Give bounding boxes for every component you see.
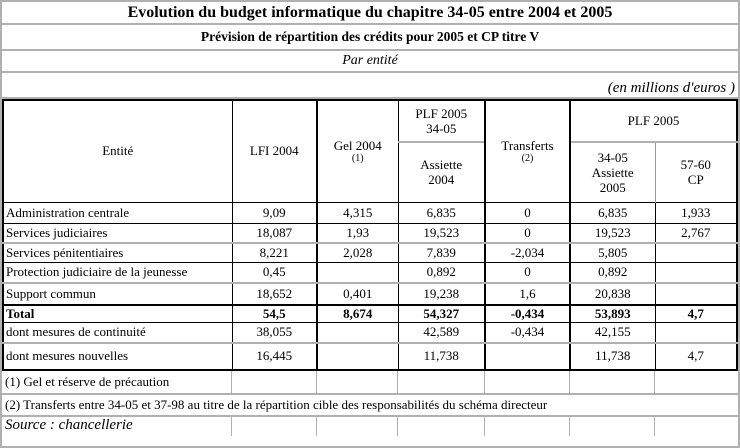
cell-assiette-2004: 7,839 xyxy=(398,243,485,262)
plf2005-3405-line2: 34-05 xyxy=(426,121,457,136)
cell-cp: 1,933 xyxy=(655,202,737,223)
source-note: Source : chancellerie xyxy=(5,416,133,433)
col-header-gel-2004 xyxy=(317,100,398,202)
table-row-total xyxy=(3,305,737,323)
cell-lfi: 18,087 xyxy=(232,223,317,243)
col-header-entity: Entité xyxy=(102,143,134,159)
footnote-grid-cell xyxy=(231,371,316,393)
col-header-assiette-2005 xyxy=(570,142,655,202)
cell-assiette-2005: 0,892 xyxy=(570,262,655,283)
cell-assiette-2005: 5,805 xyxy=(570,243,655,262)
assiette-2005-line2: Assiette xyxy=(591,164,634,180)
table-row-mesures-nouvelles xyxy=(3,343,737,370)
assiette-2004-line2: 2004 xyxy=(428,172,455,188)
cell-lfi: 18,652 xyxy=(232,283,317,305)
cell-assiette-2005: 53,893 xyxy=(570,305,655,323)
cell-assiette-2005: 19,523 xyxy=(570,223,655,243)
row-label: dont mesures de continuité xyxy=(3,323,232,343)
page-title: Evolution du budget informatique du chapitre 34-05 entre 2004 et 2005 xyxy=(2,2,738,25)
cell-assiette-2004: 0,892 xyxy=(398,262,485,283)
footnote-grid-cell xyxy=(569,417,654,436)
row-label: Administration centrale xyxy=(3,202,232,223)
cell-assiette-2004: 54,327 xyxy=(398,305,485,323)
cell-cp: 4,7 xyxy=(655,305,737,323)
cp-line1: 57-60 xyxy=(680,157,711,173)
cell-transferts: 0 xyxy=(485,223,570,243)
cell-cp xyxy=(655,323,737,343)
row-label: Protection judiciaire de la jeunesse xyxy=(3,262,232,283)
cell-assiette-2005: 20,838 xyxy=(570,283,655,305)
cell-lfi: 16,445 xyxy=(232,343,317,370)
col-header-57-60-cp xyxy=(655,142,737,202)
footnote-grid-cell xyxy=(316,417,397,436)
budget-table-header xyxy=(3,100,737,202)
cell-cp xyxy=(655,243,737,262)
cell-cp xyxy=(655,283,737,305)
assiette-2004-line1: Assiette xyxy=(420,157,463,173)
cell-assiette-2004: 11,738 xyxy=(398,343,485,370)
cell-assiette-2005: 11,738 xyxy=(570,343,655,370)
col-header-transferts xyxy=(485,100,570,202)
cell-gel xyxy=(317,262,398,283)
unit-note: (en millions d'euros ) xyxy=(2,73,738,99)
table-row-services-penitentiaires xyxy=(3,243,737,262)
footnote-grid-cell xyxy=(654,417,738,436)
budget-table xyxy=(2,99,738,371)
table-row-support-commun xyxy=(3,283,737,305)
cell-gel: 4,315 xyxy=(317,202,398,223)
row-label: Services pénitentiaires xyxy=(3,243,232,262)
cell-transferts: 0 xyxy=(485,202,570,223)
cell-assiette-2004: 19,523 xyxy=(398,223,485,243)
cell-assiette-2004: 42,589 xyxy=(398,323,485,343)
section-label: Par entité xyxy=(2,51,738,73)
footnote-grid-cell xyxy=(231,417,316,436)
cell-lfi: 38,055 xyxy=(232,323,317,343)
footnote-grid-cell xyxy=(397,371,484,393)
page-subtitle: Prévision de répartition des crédits pour 2005 et CP titre V xyxy=(2,25,738,51)
table-row-services-judiciaires xyxy=(3,223,737,243)
cell-assiette-2004: 19,238 xyxy=(398,283,485,305)
cell-gel xyxy=(317,323,398,343)
source-row xyxy=(2,417,738,436)
cell-lfi: 0,45 xyxy=(232,262,317,283)
cell-transferts: -0,434 xyxy=(485,323,570,343)
assiette-2005-line3: 2005 xyxy=(599,179,626,195)
table-row-administration-centrale xyxy=(3,202,737,223)
cell-lfi: 8,221 xyxy=(232,243,317,262)
col-header-assiette-2004 xyxy=(398,142,485,202)
col-header-gel-label: Gel 2004 xyxy=(333,138,382,154)
cell-assiette-2005: 42,155 xyxy=(570,323,655,343)
cell-lfi: 54,5 xyxy=(232,305,317,323)
footnote-1-row xyxy=(2,371,738,395)
col-header-lfi-2004: LFI 2004 xyxy=(232,100,317,202)
col-header-transferts-label: Transferts xyxy=(501,138,554,154)
cell-cp: 2,767 xyxy=(655,223,737,243)
cp-line2: CP xyxy=(687,172,704,188)
footnote-grid-cell xyxy=(484,371,569,393)
row-label: Support commun xyxy=(3,283,232,305)
cell-transferts: 0 xyxy=(485,262,570,283)
cell-transferts xyxy=(485,343,570,370)
col-header-plf2005-3405-top xyxy=(398,100,485,142)
cell-gel: 0,401 xyxy=(317,283,398,305)
cell-transferts: 1,6 xyxy=(485,283,570,305)
footnote-2: (2) Transferts entre 34-05 et 37-98 au titre de la répartition cible des responsabilités du schéma directeur xyxy=(2,395,738,417)
footnote-grid-cell xyxy=(654,371,738,393)
table-row-protection-judiciaire xyxy=(3,262,737,283)
cell-gel xyxy=(317,343,398,370)
footnote-grid-cell xyxy=(569,371,654,393)
table-row-mesures-continuite xyxy=(3,323,737,343)
col-group-header-plf-2005: PLF 2005 xyxy=(570,100,737,142)
cell-gel: 2,028 xyxy=(317,243,398,262)
cell-gel: 1,93 xyxy=(317,223,398,243)
cell-lfi: 9,09 xyxy=(232,202,317,223)
row-label: dont mesures nouvelles xyxy=(6,348,129,363)
col-header-transferts-footnote-ref: (2) xyxy=(521,153,534,165)
cell-assiette-2005: 6,835 xyxy=(570,202,655,223)
plf2005-3405-line1: PLF 2005 xyxy=(415,106,468,121)
footnote-grid-cell xyxy=(484,417,569,436)
row-label: Services judiciaires xyxy=(3,223,232,243)
cell-cp xyxy=(655,262,737,283)
col-header-gel-footnote-ref: (1) xyxy=(351,153,364,165)
assiette-2005-line1: 34-05 xyxy=(597,149,628,165)
row-label: Total xyxy=(3,305,232,323)
cell-gel: 8,674 xyxy=(317,305,398,323)
footnote-1: (1) Gel et réserve de précaution xyxy=(5,373,170,389)
cell-transferts: -2,034 xyxy=(485,243,570,262)
cell-cp: 4,7 xyxy=(655,343,737,370)
footnote-grid-cell xyxy=(397,417,484,436)
footnote-grid-cell xyxy=(316,371,397,393)
cell-assiette-2004: 6,835 xyxy=(398,202,485,223)
cell-transferts: -0,434 xyxy=(485,305,570,323)
